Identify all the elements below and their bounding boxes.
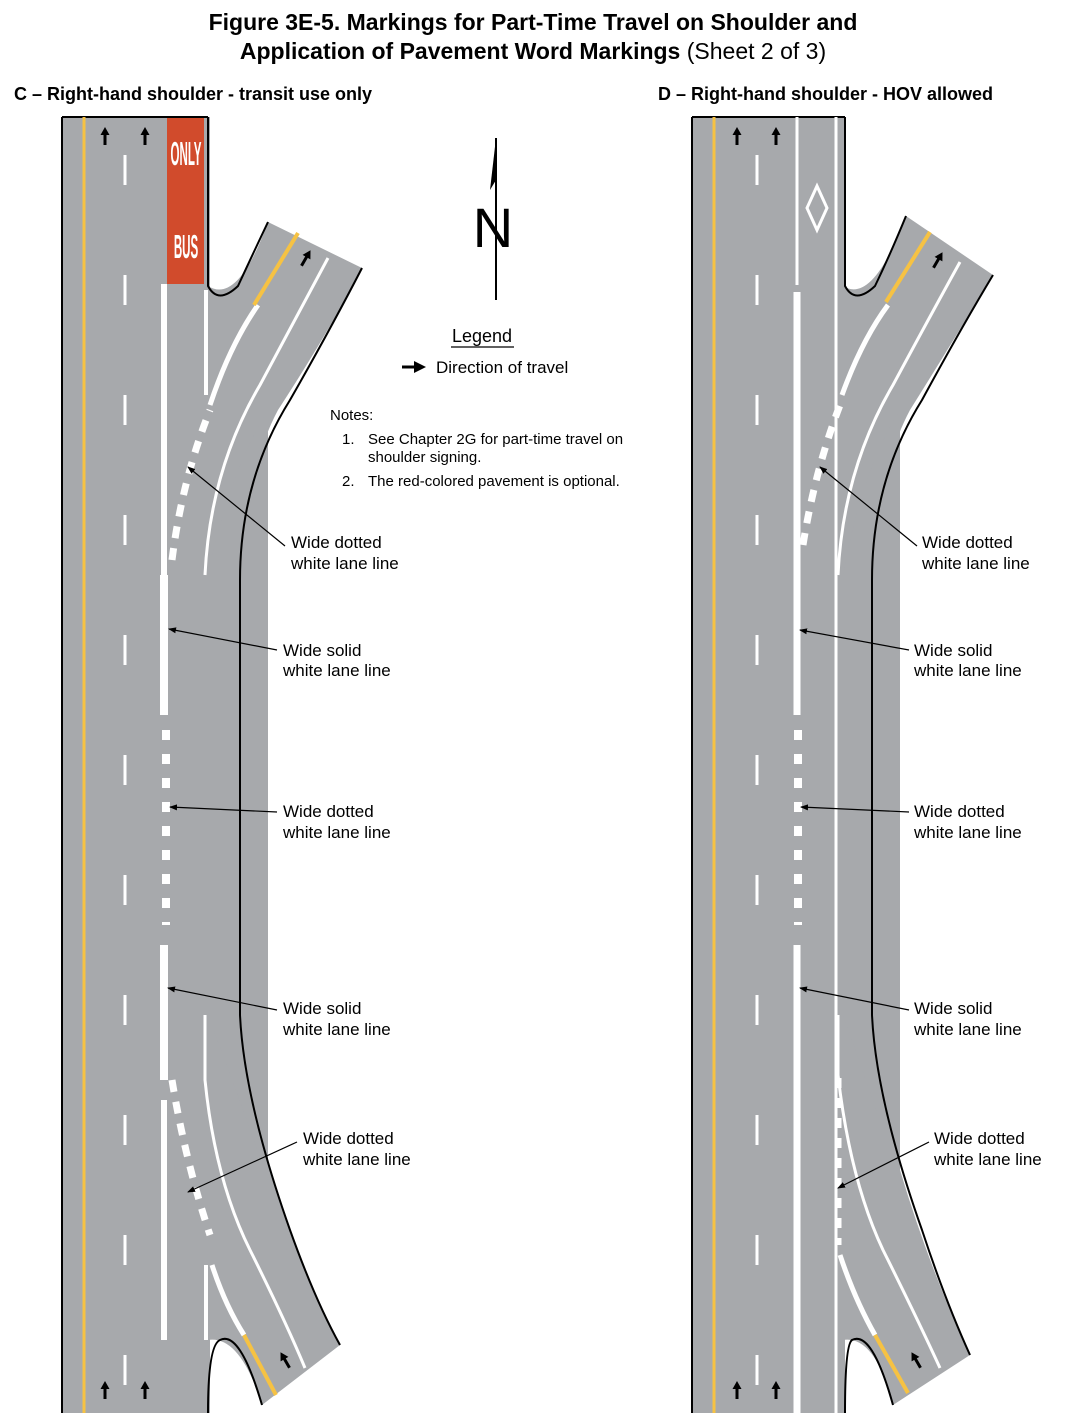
pavement-word-bus: BUS — [173, 228, 199, 267]
callout-lane-line-label: white lane line — [934, 1150, 1042, 1169]
callout-lane-line-label: white lane line — [914, 1020, 1022, 1039]
callout-wide-dotted-label: Wide dotted — [291, 533, 382, 552]
notes-heading: Notes: — [330, 407, 374, 424]
callout-lane-line-label: white lane line — [914, 823, 1022, 842]
legend-arrow-icon — [402, 361, 426, 373]
legend-heading: Legend — [451, 326, 513, 346]
note-number: 1. — [342, 431, 355, 448]
callout-wide-solid-label: Wide solid — [283, 641, 362, 660]
panel-d-roadway — [692, 117, 993, 1413]
callout-wide-dotted-label: Wide dotted — [914, 802, 1005, 821]
north-letter: N — [472, 196, 514, 259]
callout-lane-line-label: white lane line — [914, 661, 1022, 680]
callout-wide-dotted-label: Wide dotted — [934, 1129, 1025, 1148]
callout-lane-line-label: white lane line — [283, 823, 391, 842]
callout-wide-dotted-label: Wide dotted — [922, 533, 1013, 552]
note-text: The red-colored pavement is optional. — [368, 473, 620, 490]
panel-c-title: C – Right-hand shoulder - transit use only — [14, 84, 373, 104]
legend-item-direction: Direction of travel — [436, 358, 569, 377]
panel-d-title: D – Right-hand shoulder - HOV allowed — [658, 84, 994, 104]
callout-lane-line-label: white lane line — [291, 554, 399, 573]
note-text: shoulder signing. — [368, 449, 482, 466]
callout-lane-line-label: white lane line — [283, 661, 391, 680]
callout-wide-dotted-label: Wide dotted — [283, 802, 374, 821]
figure-sheet-label: (Sheet 2 of 3) — [680, 38, 827, 64]
pavement-word-only: ONLY — [170, 135, 202, 174]
panel-c-roadway — [62, 117, 362, 1413]
note-text: See Chapter 2G for part-time travel on — [368, 431, 624, 448]
figure-title-line1: Figure 3E-5. Markings for Part-Time Travel on Shoulder and — [208, 9, 858, 35]
callout-lane-line-label: white lane line — [922, 554, 1030, 573]
callout-lane-line-label: white lane line — [303, 1150, 411, 1169]
panel-c-bottom-ramp — [208, 1015, 340, 1405]
callout-wide-solid-label: Wide solid — [283, 999, 362, 1018]
callout-wide-solid-label: Wide solid — [914, 641, 993, 660]
callout-lane-line-label: white lane line — [283, 1020, 391, 1039]
north-arrow-icon — [473, 138, 513, 300]
figure-title-line2-bold: Application of Pavement Word Markings — [239, 38, 681, 64]
note-number: 2. — [342, 473, 355, 490]
callout-wide-dotted-label: Wide dotted — [303, 1129, 394, 1148]
panel-d-bottom-ramp — [843, 1015, 970, 1405]
callout-wide-solid-label: Wide solid — [914, 999, 993, 1018]
